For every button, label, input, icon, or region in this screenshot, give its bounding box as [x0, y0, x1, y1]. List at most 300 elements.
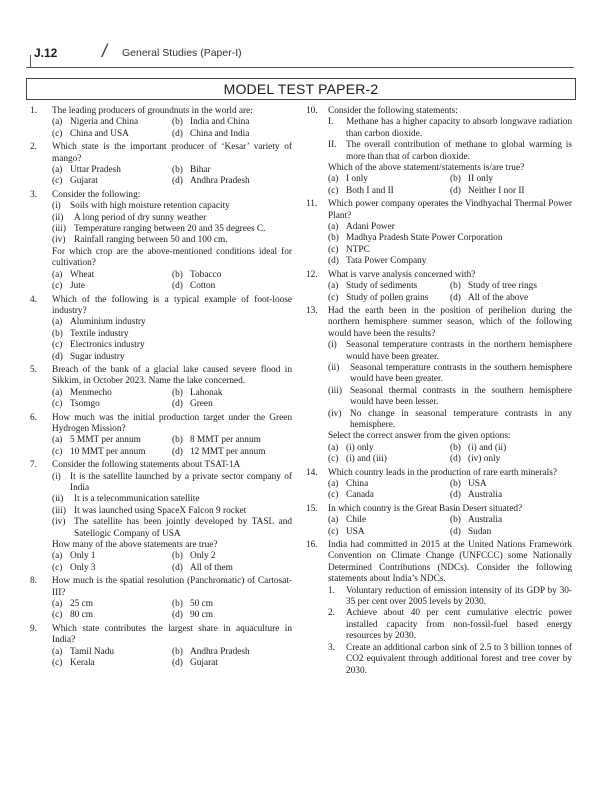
- option-label: (b): [172, 599, 183, 610]
- question-number: 11.: [306, 199, 318, 210]
- option-label: (c): [52, 128, 63, 139]
- option-row: [328, 443, 572, 454]
- question-prompt: Which of the above statement/statements is/are true?: [328, 163, 525, 174]
- question-number: 16.: [306, 540, 318, 551]
- page-number: J.12: [34, 46, 58, 60]
- option: [52, 658, 172, 669]
- statement-label: (ii): [328, 362, 340, 373]
- question-text: Consider the following statements:: [328, 106, 458, 116]
- option-row: [52, 563, 292, 574]
- option: [450, 479, 572, 490]
- question: [306, 306, 572, 466]
- option: [52, 129, 172, 140]
- option-text: Sudan: [468, 526, 492, 537]
- option-row: [328, 245, 572, 256]
- option-label: (b): [172, 646, 183, 657]
- option-text: All of them: [190, 562, 233, 573]
- option-text: Textile industry: [70, 328, 129, 339]
- option-text: Canada: [346, 490, 374, 501]
- option-text: 8 MMT per annum: [190, 435, 261, 446]
- option-label: (d): [450, 185, 461, 196]
- option-label: (c): [52, 610, 63, 621]
- statement: [52, 224, 292, 235]
- option-text: 80 cm: [70, 610, 93, 621]
- option-text: (i) only: [346, 442, 374, 453]
- option-label: (a): [328, 442, 339, 453]
- question-number: 7.: [30, 460, 37, 471]
- option-text: Green: [190, 399, 213, 410]
- option-text: Jute: [70, 281, 85, 292]
- question: [30, 365, 292, 411]
- question-text: Consider the following:: [52, 189, 141, 200]
- option-text: Chile: [346, 515, 367, 526]
- option-text: (i) and (iii): [346, 454, 387, 465]
- statement: [52, 235, 292, 246]
- statement-label: (iii): [52, 224, 66, 235]
- option: [172, 563, 292, 574]
- statement-text: It was launched using SpaceX Falcon 9 rocket: [74, 505, 247, 516]
- option-text: USA: [468, 479, 487, 489]
- option-label: (d): [172, 562, 183, 573]
- option-row: [52, 317, 292, 328]
- option-row: [52, 551, 292, 562]
- option: [172, 658, 292, 669]
- statement-label: (iii): [328, 385, 342, 396]
- option-label: (b): [172, 387, 183, 398]
- statement-label: (i): [52, 471, 61, 482]
- option-text: Australia: [468, 490, 503, 501]
- option: [172, 599, 292, 610]
- question-text: The leading producers of groundnuts in the world are:: [52, 106, 253, 116]
- option-row: [52, 270, 292, 281]
- option-row: [52, 129, 292, 140]
- option-text: China and USA: [70, 128, 129, 139]
- option: [52, 165, 172, 176]
- option-label: (d): [450, 454, 461, 465]
- option-label: (b): [172, 165, 183, 176]
- option-text: 12 MMT per annum: [190, 446, 266, 457]
- option-row: [328, 233, 572, 244]
- option-label: (d): [52, 351, 63, 362]
- option: [450, 490, 572, 501]
- option-text: Study of sediments: [346, 281, 418, 292]
- option-row: [52, 610, 292, 621]
- statement-label: (iii): [52, 505, 66, 516]
- option-label: (d): [172, 610, 183, 621]
- option-label: (a): [52, 435, 63, 446]
- option: [172, 129, 292, 140]
- statement: [328, 117, 572, 140]
- question-number: 3.: [30, 189, 37, 200]
- option: [172, 435, 292, 446]
- question-number: 4.: [30, 294, 37, 305]
- statement: [52, 213, 292, 224]
- option-text: China and India: [190, 128, 250, 139]
- option: [328, 186, 450, 197]
- question: [30, 576, 292, 622]
- option-label: (a): [52, 117, 63, 128]
- statement-label: II.: [328, 140, 337, 151]
- question-text: How much was the initial production target under the Green Hydrogen Mission?: [52, 412, 292, 434]
- header-vertical-rule: [30, 55, 31, 67]
- question-prompt: How many of the above statements are true?: [52, 540, 218, 551]
- question-text: Had the earth been in the position of perihelion during the northern hemisphere summer season, which of the following would have been the results?: [328, 305, 572, 339]
- question: [30, 190, 292, 293]
- option: [172, 165, 292, 176]
- option-row: [52, 340, 292, 351]
- option-label: (d): [172, 446, 183, 457]
- option-label: (a): [52, 646, 63, 657]
- option-label: (a): [52, 317, 63, 328]
- option-text: NTPC: [346, 244, 370, 255]
- option-text: Aluminium industry: [70, 317, 146, 328]
- option-label: (b): [172, 269, 183, 280]
- statement: [328, 386, 572, 409]
- question-text: In which country is the Great Basin Desert situated?: [328, 503, 523, 514]
- option-row: [328, 174, 572, 185]
- statement-text: Create an additional carbon sink of 2.5 to 3 billion tonnes of CO2 equivalent through additional forest and tree cover by 2030.: [346, 642, 572, 676]
- statement-text: Soils with high moisture retention capacity: [70, 201, 230, 212]
- option-row: [52, 176, 292, 187]
- option-text: India and China: [190, 117, 250, 128]
- statement-label: (i): [52, 201, 61, 212]
- question-number: 12.: [306, 269, 318, 280]
- statement-text: A long period of dry sunny weather: [74, 212, 207, 223]
- option-label: (c): [328, 490, 339, 501]
- option-row: [52, 447, 292, 458]
- option-label: (c): [328, 292, 339, 303]
- option: [52, 563, 172, 574]
- question-number: 15.: [306, 503, 318, 514]
- option-text: 25 cm: [70, 599, 93, 610]
- option-label: (b): [450, 442, 461, 453]
- option-label: (b): [328, 233, 339, 244]
- statement: [328, 363, 572, 386]
- statement: [328, 586, 572, 609]
- option: [450, 174, 572, 185]
- question: [306, 468, 572, 502]
- question-text: Breach of the bank of a glacial lake caused severe flood in Sikkim, in October 2023. Name the lake concerned.: [52, 364, 292, 387]
- option-text: Tsomgo: [70, 399, 100, 410]
- option-text: Study of pollen grains: [346, 292, 429, 303]
- statement: [328, 409, 572, 432]
- option-text: Madhya Pradesh State Power Corporation: [346, 233, 503, 244]
- option: [172, 647, 292, 658]
- option-label: (d): [172, 281, 183, 292]
- option-text: Tobacco: [190, 269, 222, 280]
- option-label: (d): [450, 526, 461, 537]
- question-number: 13.: [306, 305, 318, 316]
- option: [52, 610, 172, 621]
- statement-text: Seasonal temperature contrasts in the northern hemisphere would have been greater.: [346, 340, 572, 362]
- question: [306, 540, 572, 677]
- option-row: [52, 399, 292, 410]
- statement-text: Methane has a higher capacity to absorb longwave radiation than carbon dioxide.: [346, 117, 572, 139]
- option: [328, 174, 450, 185]
- statement: [328, 643, 572, 677]
- option: [172, 447, 292, 458]
- left-column: [30, 106, 292, 672]
- option: [328, 443, 450, 454]
- option: [172, 281, 292, 292]
- option-label: (a): [52, 551, 63, 562]
- option-label: (c): [52, 340, 63, 351]
- option-label: (b): [450, 515, 461, 526]
- option-row: [328, 527, 572, 538]
- option-row: [52, 435, 292, 446]
- statement: [328, 140, 572, 163]
- option-label: (c): [52, 399, 63, 410]
- statement: [328, 340, 572, 363]
- statement-label: (ii): [52, 212, 64, 223]
- option-row: [328, 293, 572, 304]
- option: [52, 447, 172, 458]
- option: [52, 399, 172, 410]
- option: [328, 281, 450, 292]
- question: [306, 270, 572, 304]
- option-label: (d): [172, 176, 183, 187]
- option: [52, 176, 172, 187]
- question-text: Which power company operates the Vindhyachal Thermal Power Plant?: [328, 199, 572, 221]
- option-row: [328, 222, 572, 233]
- option: [172, 610, 292, 621]
- option-label: (a): [328, 281, 339, 292]
- option-label: (c): [52, 562, 63, 573]
- question-number: 14.: [306, 467, 318, 478]
- question: [30, 106, 292, 140]
- question: [30, 413, 292, 459]
- option-row: [52, 117, 292, 128]
- option: [450, 186, 572, 197]
- option-row: [328, 479, 572, 490]
- option-label: (d): [328, 256, 339, 267]
- statement-label: I.: [328, 117, 334, 128]
- option-label: (a): [328, 479, 339, 489]
- option-row: [52, 165, 292, 176]
- statement: [52, 201, 292, 212]
- option: [172, 117, 292, 128]
- option-text: Andhra Pradesh: [190, 646, 250, 657]
- option-text: Gujarat: [70, 176, 98, 187]
- option-label: (b): [52, 328, 63, 339]
- option-text: Adani Power: [346, 222, 395, 233]
- option: [52, 551, 172, 562]
- option-label: (a): [328, 222, 339, 233]
- option-text: Lahonak: [190, 387, 223, 398]
- option-text: Sugar industry: [70, 351, 125, 362]
- option-label: (d): [450, 490, 461, 501]
- statement: [52, 517, 292, 540]
- question: [30, 295, 292, 363]
- option-label: (b): [172, 551, 183, 562]
- option-text: (iv) only: [468, 454, 501, 465]
- question-number: 5.: [30, 364, 37, 375]
- option-row: [328, 281, 572, 292]
- option-text: Study of tree rings: [468, 281, 537, 292]
- option-label: (a): [52, 387, 63, 398]
- option-label: (b): [172, 435, 183, 446]
- option-text: II only: [468, 174, 494, 185]
- question-text: Which of the following is a typical example of foot-loose industry?: [52, 294, 292, 316]
- option-row: [328, 454, 572, 465]
- option-text: Only 2: [190, 551, 216, 562]
- option: [450, 527, 572, 538]
- header-rule: [26, 67, 574, 68]
- option-row: [52, 329, 292, 340]
- option: [52, 270, 172, 281]
- question-text: Which country leads in the production of rare earth minerals?: [328, 467, 557, 478]
- question-text: How much is the spatial resolution (Panchromatic) of Cartosat-III?: [52, 576, 292, 598]
- statement-text: It is a telecommunication satellite: [74, 494, 200, 505]
- question-number: 6.: [30, 412, 37, 423]
- option: [328, 515, 450, 526]
- statement-text: No change in seasonal temperature contrasts in any hemisphere.: [350, 408, 572, 430]
- option-row: [328, 186, 572, 197]
- option-label: (c): [328, 185, 339, 196]
- option-label: (b): [450, 281, 461, 292]
- option-text: Electronics industry: [70, 340, 145, 351]
- option: [172, 551, 292, 562]
- option: [450, 293, 572, 304]
- option-row: [52, 658, 292, 669]
- option-text: (i) and (ii): [468, 442, 507, 453]
- statement: [52, 494, 292, 505]
- option-text: 5 MMT per annum: [70, 435, 141, 446]
- option: [52, 281, 172, 292]
- option-row: [52, 352, 292, 363]
- statement: [52, 472, 292, 495]
- option-label: (a): [328, 174, 339, 185]
- option-row: [328, 256, 572, 267]
- option-text: Gujarat: [190, 658, 218, 669]
- paper-title: MODEL TEST PAPER-2: [26, 78, 576, 100]
- question-number: 9.: [30, 623, 37, 634]
- option-label: (c): [52, 281, 63, 292]
- option: [172, 388, 292, 399]
- option-text: Both I and II: [346, 185, 394, 196]
- option-label: (c): [328, 454, 339, 465]
- statement-text: The satellite has been jointly developed by TASL and Satellogic Company of USA: [74, 517, 292, 539]
- option-label: (d): [450, 292, 461, 303]
- option-label: (d): [172, 399, 183, 410]
- subject-title: General Studies (Paper-I): [122, 47, 242, 59]
- statement-label: 1.: [328, 585, 335, 596]
- option-text: 90 cm: [190, 610, 213, 621]
- option-text: 50 cm: [190, 599, 213, 610]
- question-text: What is varve analysis concerned with?: [328, 269, 476, 280]
- question: [306, 106, 572, 197]
- option: [328, 454, 450, 465]
- option-row: [52, 647, 292, 658]
- question-text: India had committed in 2015 at the United Nations Framework Convention on Climate Change (UNFCCC) some Nationally Determined Contributions (NDCs). Consider the following statements about India’s NDCs.: [328, 540, 572, 585]
- statement-text: Voluntary reduction of emission intensity of its GDP by 30-35 per cent over 2005 levels by 2030.: [346, 585, 572, 608]
- option-label: (b): [172, 117, 183, 128]
- statement: [52, 506, 292, 517]
- option-text: Tata Power Company: [346, 256, 427, 267]
- statement-text: Rainfall ranging between 50 and 100 cm.: [74, 235, 228, 246]
- option-row: [52, 388, 292, 399]
- question-text: Consider the following statements about TSAT-1A: [52, 460, 241, 471]
- statement-text: Temperature ranging between 20 and 35 degrees C.: [74, 224, 266, 235]
- question: [30, 624, 292, 670]
- option-label: (c): [328, 244, 339, 255]
- option-text: Bihar: [190, 165, 211, 176]
- option-label: (a): [52, 165, 63, 176]
- option-text: Only 3: [70, 562, 96, 573]
- option-row: [328, 490, 572, 501]
- option: [450, 454, 572, 465]
- option: [450, 281, 572, 292]
- option-label: (c): [328, 526, 339, 537]
- option: [450, 515, 572, 526]
- option: [52, 388, 172, 399]
- question-prompt: For which crop are the above-mentioned conditions ideal for cultivation?: [52, 246, 292, 269]
- statement-label: (iv): [52, 235, 66, 246]
- option-row: [52, 599, 292, 610]
- right-column: [306, 106, 572, 679]
- option-label: (d): [172, 658, 183, 669]
- question: [306, 504, 572, 538]
- option-text: USA: [346, 526, 365, 537]
- option: [172, 270, 292, 281]
- option: [52, 435, 172, 446]
- option-text: Kerala: [70, 658, 95, 669]
- statement-text: Seasonal temperature contrasts in the southern hemisphere would have been greater.: [350, 362, 572, 385]
- statement-text: Achieve about 40 per cent cumulative electric power installed capacity from non-fossil-fuel based energy resources by 2030.: [346, 608, 572, 642]
- question-prompt: Select the correct answer from the given options:: [328, 431, 511, 442]
- option-label: (d): [172, 128, 183, 139]
- statement-text: Seasonal thermal contrasts in the southern hemisphere would have been lesser.: [350, 385, 572, 408]
- option-text: Only 1: [70, 551, 96, 562]
- question-text: Which state is the important producer of ‘Kesar’ variety of mango?: [52, 142, 292, 164]
- statement-label: 2.: [328, 608, 335, 619]
- statement-label: (ii): [52, 494, 64, 505]
- option-text: Tamil Nadu: [70, 646, 115, 657]
- option-text: Nigeria and China: [70, 117, 139, 128]
- statement-label: (i): [328, 340, 337, 351]
- option: [450, 443, 572, 454]
- option: [52, 647, 172, 658]
- option-text: Menmecho: [70, 387, 112, 398]
- option-row: [52, 281, 292, 292]
- option-label: (a): [52, 599, 63, 610]
- option: [328, 490, 450, 501]
- option-row: [328, 515, 572, 526]
- statement-text: It is the satellite launched by a private sector company of India: [70, 471, 292, 493]
- option-text: China: [346, 479, 369, 489]
- option-text: Wheat: [70, 269, 95, 280]
- option-text: Neither I nor II: [468, 185, 525, 196]
- option: [328, 293, 450, 304]
- header-divider: /: [102, 41, 108, 61]
- statement-label: (iv): [52, 517, 66, 528]
- option: [328, 527, 450, 538]
- option-text: Uttar Pradesh: [70, 165, 121, 176]
- statement: [328, 608, 572, 642]
- option-text: I only: [346, 174, 368, 185]
- option-label: (a): [52, 269, 63, 280]
- question: [30, 142, 292, 188]
- question-number: 8.: [30, 576, 37, 587]
- option-text: All of the above: [468, 292, 529, 303]
- question: [30, 460, 292, 574]
- option: [52, 599, 172, 610]
- statement-text: The overall contribution of methane to global warming is more than that of carbon dioxide.: [346, 140, 572, 162]
- question: [306, 199, 572, 267]
- option-label: (c): [52, 446, 63, 457]
- statement-label: 3.: [328, 642, 335, 653]
- option-text: Cotton: [190, 281, 216, 292]
